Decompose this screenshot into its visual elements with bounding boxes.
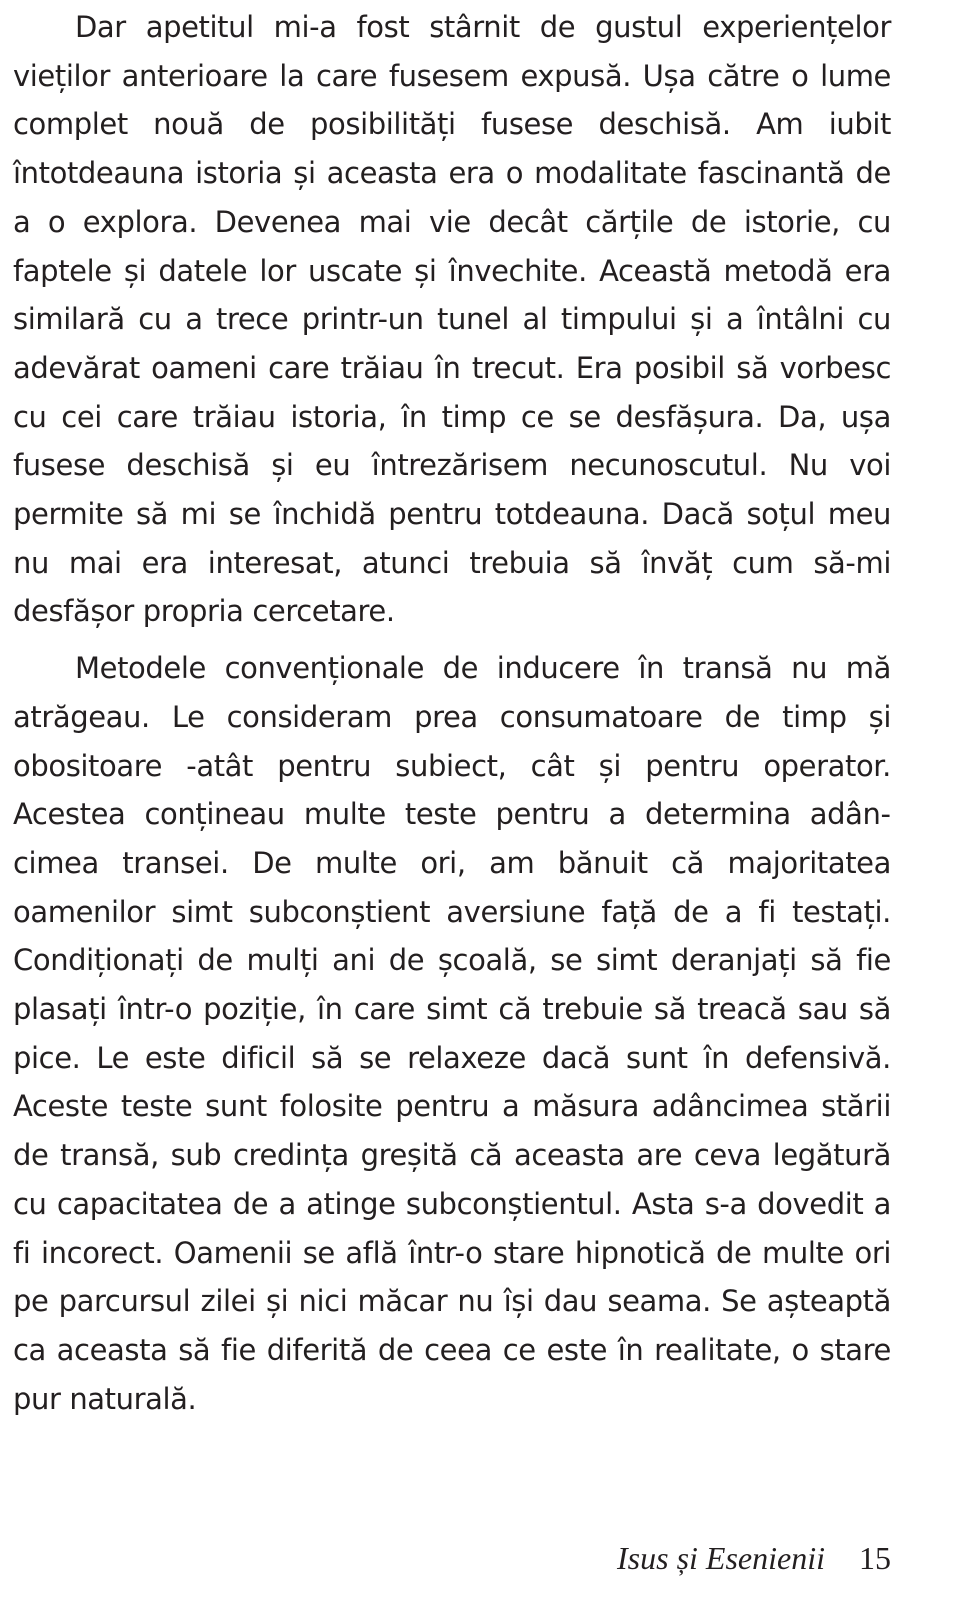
body-text — [13, 3, 891, 1423]
page-number: 15 — [859, 1540, 891, 1576]
paragraph-2: Metodele convenționale de inducere în transă nu mă atrăgeau. Le consideram prea consumatoare de timp și obositoare -atât pentru subiect, cât și pentru operator. Acestea conțineau multe teste pentru a determina adâncimea transei. De multe ori, am bănuit că majoritatea oamenilor simt subconștient aversiune față de a fi testați. Condiționați de mulți ani de școală, se simt deranjați să fie plasați într-o poziție, în care simt că trebuie să treacă sau să pice. Le este dificil să se relaxeze dacă sunt în defensivă. Aceste teste sunt folosite pentru a măsura adâncimea stării de transă, sub credința greșită că aceasta are ceva legătură cu capacitatea de a atinge subconștientul. Asta s-a dovedit a fi incorect. Oamenii se află într-o stare hipnotică de multe ori pe parcursul zilei și nici măcar nu își dau seama. Se așteaptă ca aceasta să fie diferită de ceea ce este în realitate, o stare pur naturală. — [13, 651, 891, 1416]
paragraph-1: Dar apetitul mi-a fost stârnit de gustul experiențelor vieților anterioare la care fusesem expusă. Ușa către o lume complet nouă de posibilități fusese deschisă. Am iubit întotdeauna istoria și aceasta era o modalitate fascinantă de a o explora. Devenea mai vie decât cărțile de istorie, cu faptele și datele lor uscate și învechite. Această metodă era similară cu a trece printr-un tunel al timpului și a întâlni cu adevărat oameni care trăiau în trecut. Era posibil să vorbesc cu cei care trăiau istoria, în timp ce se desfășura. Da, ușa fusese deschisă și eu întrezărisem necunoscutul. Nu voi permite să mi se închidă pentru totdeauna. Dacă soțul meu nu mai era interesat, atunci trebuia să învăț cum să-mi desfășor propria cercetare. — [13, 10, 891, 629]
page-footer — [617, 1540, 891, 1584]
running-title: Isus și Esenienii — [617, 1540, 825, 1576]
book-page — [13, 0, 891, 1600]
